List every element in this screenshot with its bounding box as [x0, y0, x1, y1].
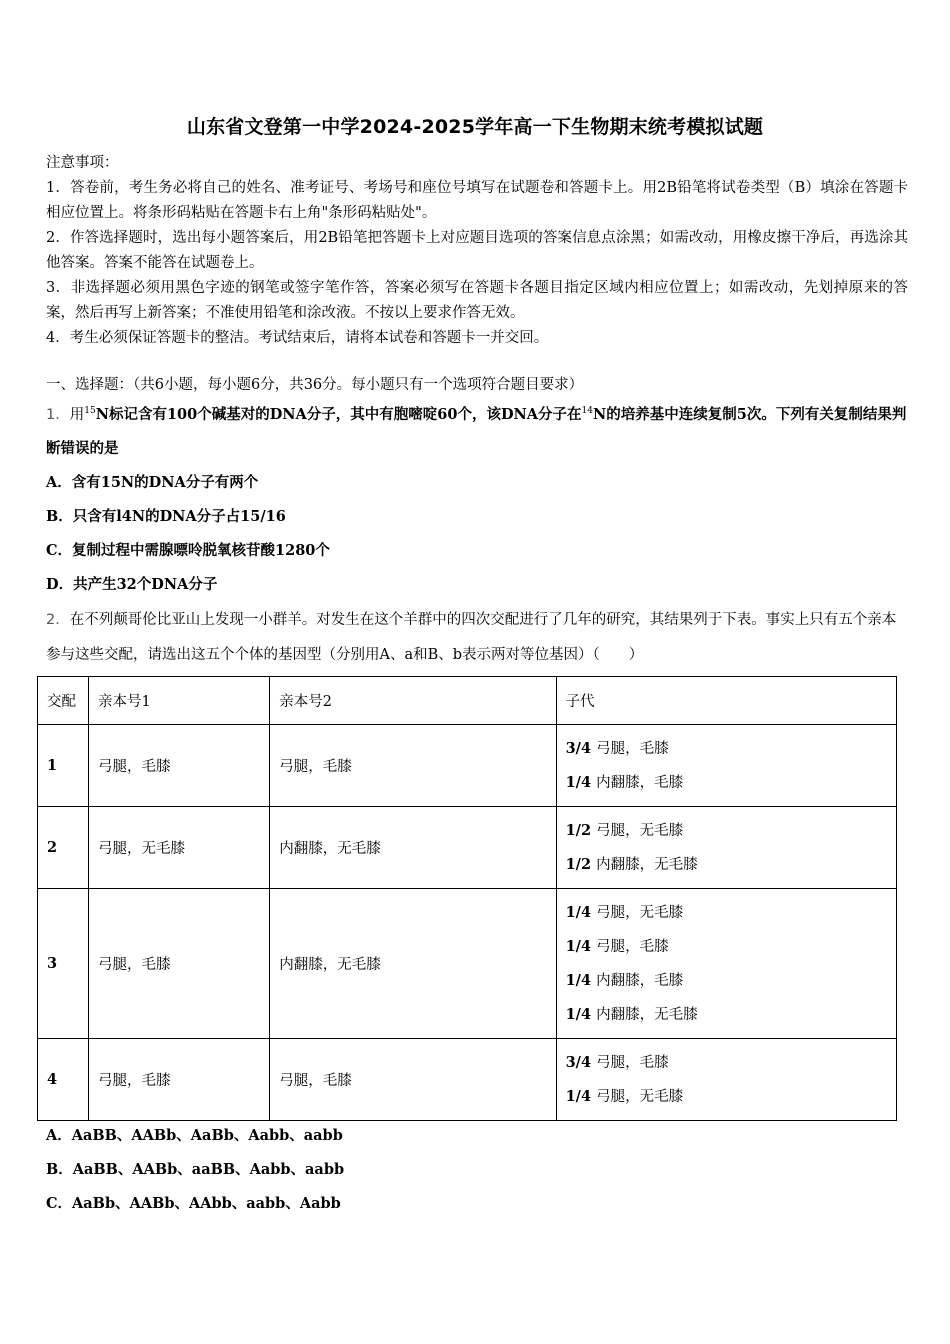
parent-2-cell: 弓腿，毛膝: [270, 1039, 556, 1121]
q1-option-c: C．复制过程中需腺嘌呤脱氧核苷酸1280个: [46, 542, 330, 559]
offspring-line: [566, 964, 896, 998]
offspring-ratio: 1/2: [565, 855, 592, 873]
q2-option-c: C．AaBb、AABb、AAbb、aabb、Aabb: [46, 1195, 341, 1212]
q2-option-b: B．AaBB、AABb、aaBB、Aabb、aabb: [46, 1161, 345, 1178]
offspring-ratio: 3/4: [565, 1053, 592, 1071]
notice-item-3: 3．非选择题必须用黑色字迹的钢笔或签字笔作答，答案必须写在答题卡各题目指定区域内相应位置上；如需改动，先划掉原来的答案，然后再写上新答案；不准使用铅笔和涂改液。不按以上要求作答无效。: [46, 280, 908, 321]
q2-text: 在不列颠哥伦比亚山上发现一小群羊。对发生在这个羊群中的四次交配进行了几年的研究，其结果列于下表。事实上只有五个亲本参与这些交配，请选出这五个个体的基因型（分别用A、a和B、b表示两对等位基因）（ ）: [46, 612, 897, 663]
question-2: [46, 603, 908, 673]
question-1: [46, 398, 908, 466]
table-row: [38, 725, 897, 807]
offspring-cell: [556, 889, 896, 1039]
offspring-ratio: 1/4: [565, 937, 592, 955]
notice-item-2: 2．作答选择题时，选出每小题答案后，用2B铅笔把答题卡上对应题目选项的答案信息点涂黑；如需改动，用橡皮擦干净后，再选涂其他答案。答案不能答在试题卷上。: [46, 230, 908, 271]
q1-option-a: A．含有15N的DNA分子有两个: [46, 474, 259, 491]
parent-2-cell: 弓腿，毛膝: [270, 725, 556, 807]
notice-heading: 注意事项：: [46, 155, 119, 171]
parent-1-cell: 弓腿，无毛膝: [89, 807, 270, 889]
mating-id-cell: 2: [38, 807, 89, 889]
offspring-line: [566, 766, 896, 800]
table-row: [38, 1039, 897, 1121]
parent-2-cell: 内翻膝，无毛膝: [270, 889, 556, 1039]
q1-text-b: N标记含有100个碱基对的DNA分子，其中有胞嘧啶60个，该DNA分子在: [95, 406, 582, 423]
offspring-line: [566, 896, 896, 930]
offspring-trait: 弓腿，毛膝: [596, 740, 669, 757]
offspring-trait: 内翻膝，无毛膝: [596, 856, 698, 873]
offspring-trait: 内翻膝，无毛膝: [596, 1006, 698, 1023]
offspring-ratio: 1/4: [565, 903, 592, 921]
offspring-ratio: 1/4: [565, 1005, 592, 1023]
parent-2-cell: 内翻膝，无毛膝: [270, 807, 556, 889]
offspring-line: [566, 1080, 896, 1114]
offspring-trait: 弓腿，无毛膝: [596, 904, 684, 921]
parent-1-cell: 弓腿，毛膝: [89, 889, 270, 1039]
table-row: [38, 889, 897, 1039]
question-number: 2．: [46, 612, 70, 628]
offspring-trait: 内翻膝，毛膝: [596, 774, 684, 791]
notice-item-1: 1．答卷前，考生务必将自己的姓名、准考证号、考场号和座位号填写在试题卷和答题卡上。用2B铅笔将试卷类型（B）填涂在答题卡相应位置上。将条形码粘贴在答题卡右上角"条形码粘贴处"。: [46, 180, 908, 221]
offspring-trait: 弓腿，无毛膝: [596, 1088, 684, 1105]
q1-sup-14: 14: [581, 406, 593, 417]
exam-title: 山东省文登第一中学2024-2025学年高一下生物期末统考模拟试题: [186, 116, 764, 138]
header-cell: 亲本号2: [270, 677, 556, 725]
offspring-cell: [556, 725, 896, 807]
q1-option-b: B．只含有l4N的DNA分子占15/16: [46, 508, 286, 525]
offspring-line: [566, 814, 896, 848]
offspring-trait: 弓腿，毛膝: [596, 938, 669, 955]
offspring-cell: [556, 807, 896, 889]
q1-option-d: D．共产生32个DNA分子: [46, 576, 218, 593]
q1-text-a: 用: [69, 407, 85, 423]
offspring-ratio: 1/2: [565, 821, 592, 839]
offspring-ratio: 1/4: [565, 971, 592, 989]
question-number: 1．: [46, 407, 70, 423]
parent-1-cell: 弓腿，毛膝: [89, 1039, 270, 1121]
mating-id-cell: 4: [38, 1039, 89, 1121]
header-cell: 交配: [38, 677, 89, 725]
offspring-line: [566, 998, 896, 1032]
offspring-ratio: 1/4: [565, 773, 592, 791]
question-1-stem: [46, 398, 908, 466]
header-cell: 亲本号1: [89, 677, 270, 725]
section-heading: 一、选择题：（共6小题，每小题6分，共36分。每小题只有一个选项符合题目要求）: [46, 377, 584, 393]
offspring-line: [566, 1046, 896, 1080]
offspring-line: [566, 732, 896, 766]
offspring-trait: 内翻膝，毛膝: [596, 972, 684, 989]
offspring-line: [566, 930, 896, 964]
offspring-line: [566, 848, 896, 882]
offspring-cell: [556, 1039, 896, 1121]
offspring-trait: 弓腿，无毛膝: [596, 822, 684, 839]
mating-table: [37, 676, 897, 1121]
mating-id-cell: 1: [38, 725, 89, 807]
table-header-row: [38, 677, 897, 725]
question-2-stem: [46, 603, 908, 673]
notice-block: [46, 151, 908, 351]
header-cell: 子代: [556, 677, 896, 725]
q2-option-a: A．AaBB、AABb、AaBb、Aabb、aabb: [46, 1127, 343, 1144]
q1-sup-15: 15: [84, 406, 96, 417]
q1-text-c: N的培养基中连续复制5次。下列有关复制结果判断错误的是: [46, 406, 907, 457]
mating-id-cell: 3: [38, 889, 89, 1039]
offspring-ratio: 1/4: [565, 1087, 592, 1105]
notice-item-4: 4．考生必须保证答题卡的整洁。考试结束后，请将本试卷和答题卡一并交回。: [46, 330, 549, 346]
parent-1-cell: 弓腿，毛膝: [89, 725, 270, 807]
offspring-ratio: 3/4: [565, 739, 592, 757]
offspring-trait: 弓腿，毛膝: [596, 1054, 669, 1071]
table-row: [38, 807, 897, 889]
